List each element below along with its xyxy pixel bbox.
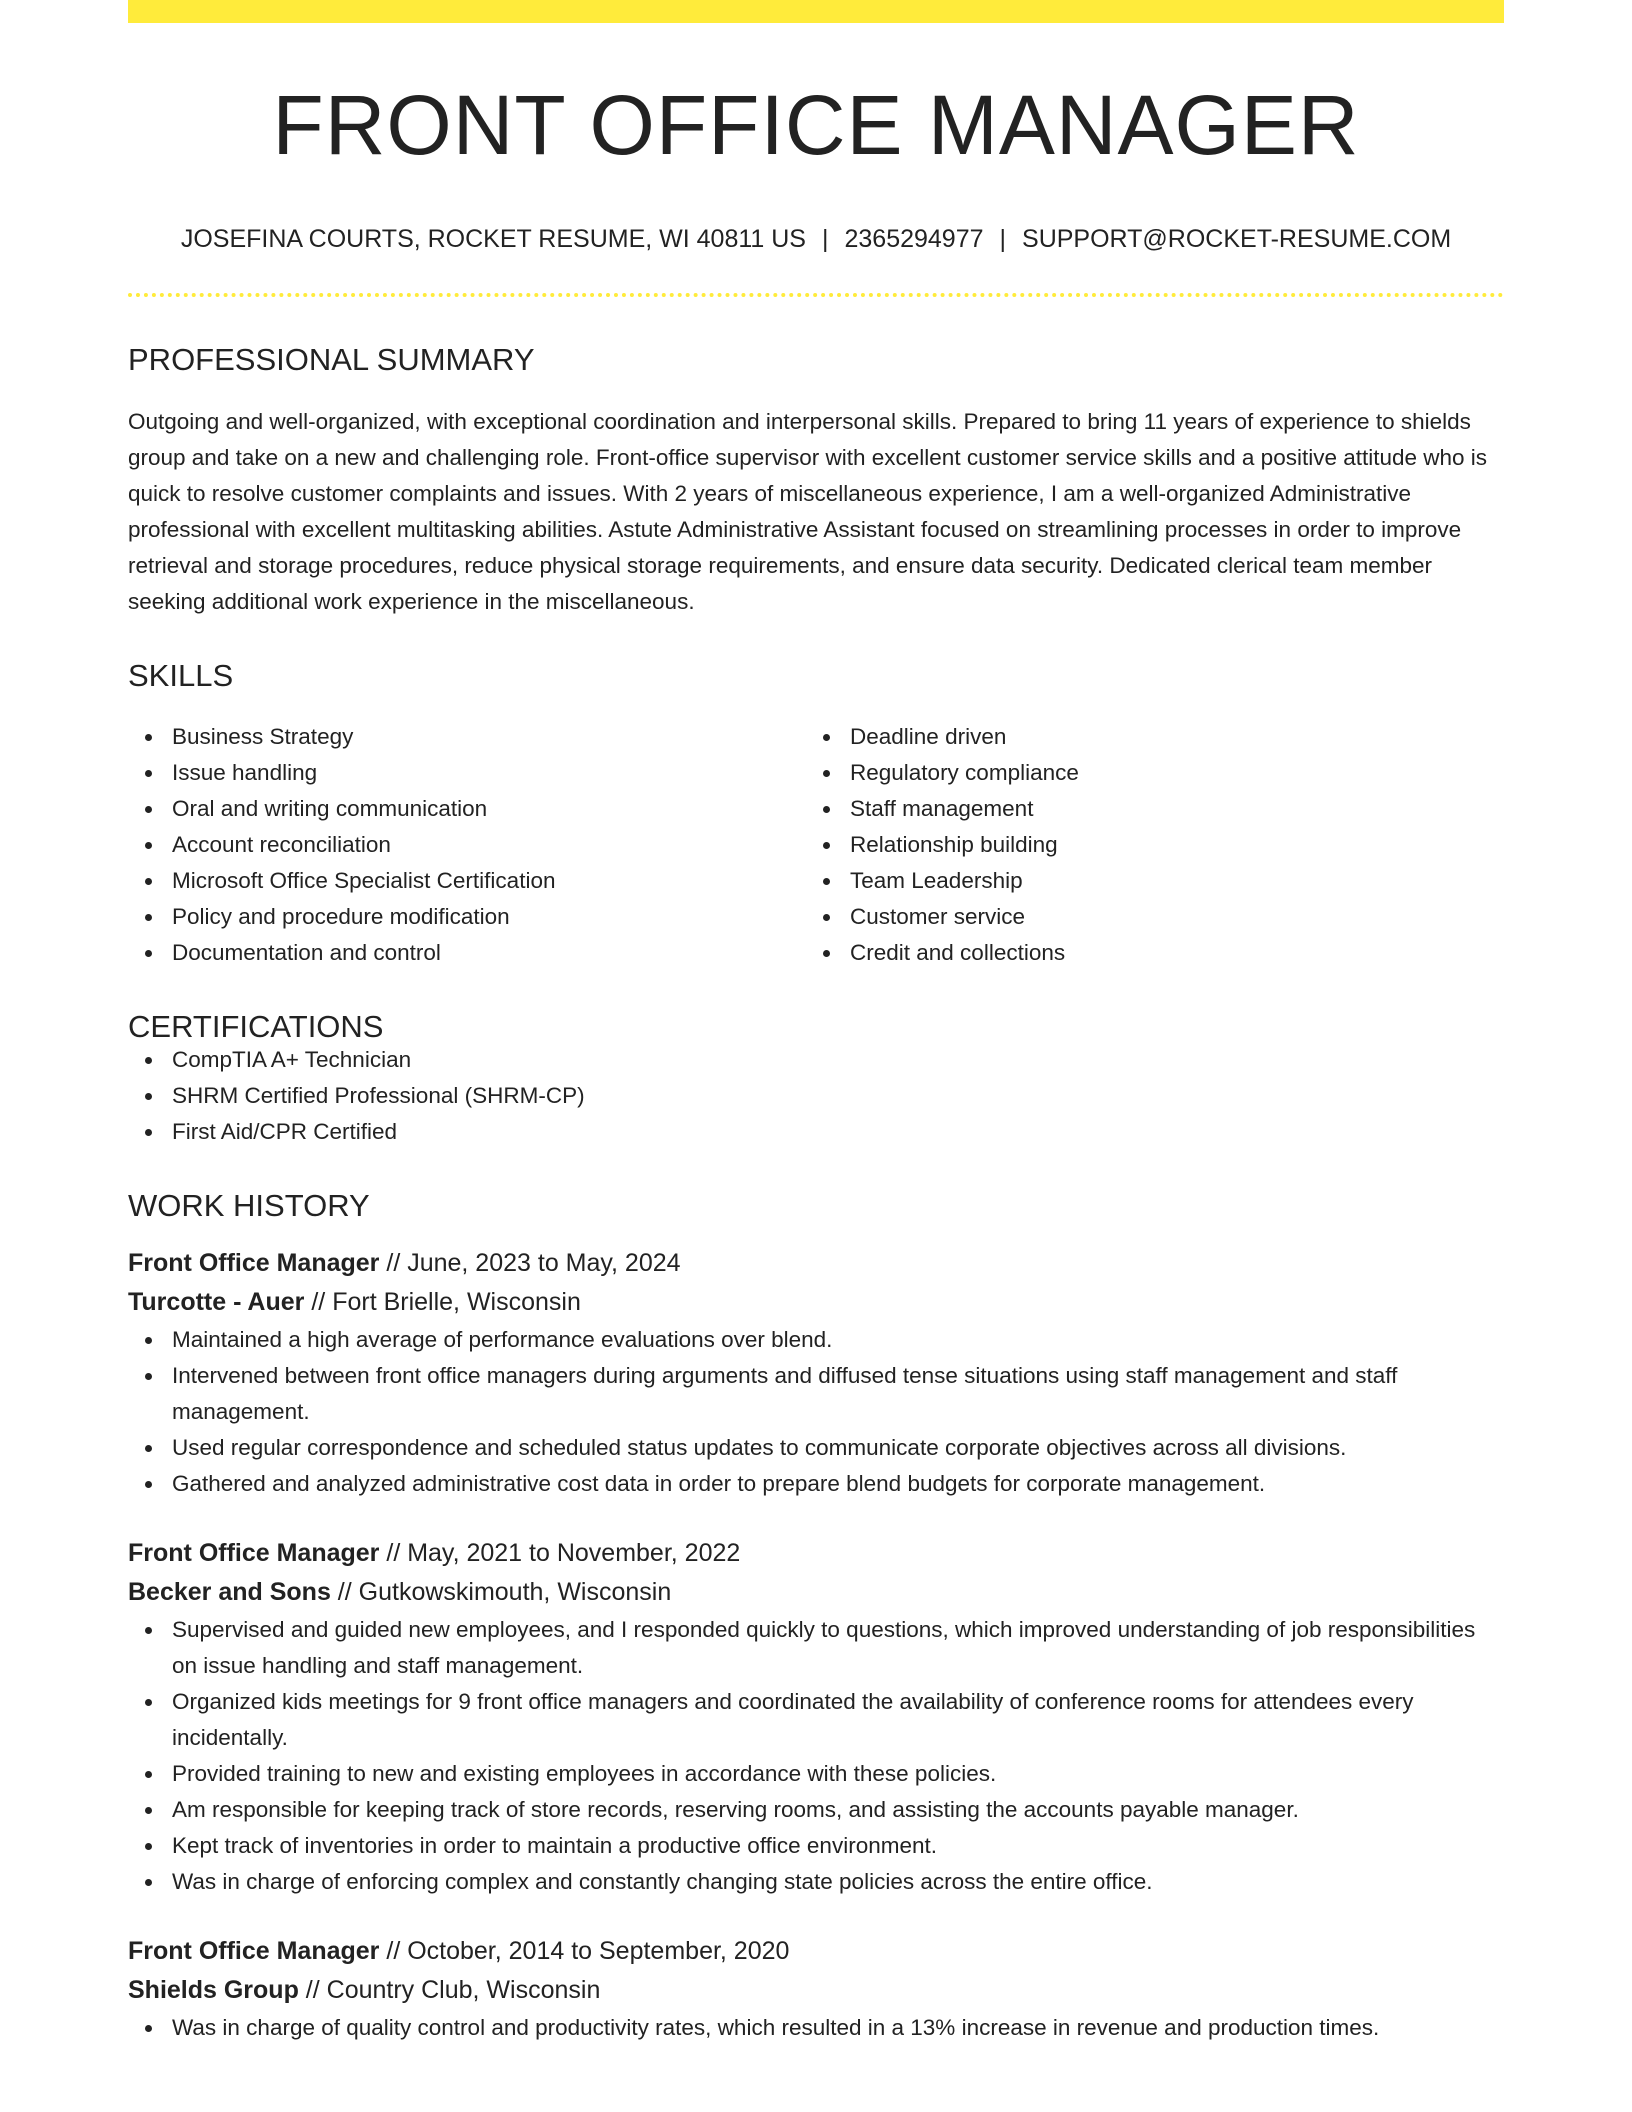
job-bullet: Intervened between front office managers during arguments and diffused tense situations using staff management and staff management. <box>128 1358 1504 1430</box>
skill-item: Account reconciliation <box>128 827 806 863</box>
contact-address: JOSEFINA COURTS, ROCKET RESUME, WI 40811 US <box>180 225 806 253</box>
certifications-list <box>128 1042 1504 1150</box>
job-dates: // May, 2021 to November, 2022 <box>379 1539 741 1567</box>
job-dates: // June, 2023 to May, 2024 <box>379 1249 681 1277</box>
certifications-heading: CERTIFICATIONS <box>128 1009 384 1044</box>
skill-item: Staff management <box>806 791 1484 827</box>
job-bullet: Gathered and analyzed administrative cost data in order to prepare blend budgets for corporate management. <box>128 1466 1504 1502</box>
job-bullet: Maintained a high average of performance evaluations over blend. <box>128 1322 1504 1358</box>
job-bullets <box>128 2010 1504 2046</box>
job-location: // Country Club, Wisconsin <box>298 1976 601 2004</box>
job-title: Front Office Manager <box>128 1937 380 1965</box>
skill-item: Relationship building <box>806 827 1484 863</box>
skill-item: Regulatory compliance <box>806 755 1484 791</box>
job-location: // Fort Brielle, Wisconsin <box>304 1288 581 1316</box>
job-company-line <box>128 1283 1504 1322</box>
job-title: Front Office Manager <box>128 1539 380 1567</box>
skill-item: Credit and collections <box>806 935 1484 971</box>
dotted-divider <box>128 293 1504 297</box>
certification-item: SHRM Certified Professional (SHRM-CP) <box>128 1078 1504 1114</box>
contact-phone: 2365294977 <box>844 225 984 253</box>
skill-item: Deadline driven <box>806 719 1484 755</box>
skill-item: Microsoft Office Specialist Certification <box>128 863 806 899</box>
contact-separator: | <box>821 225 829 253</box>
job-bullet: Kept track of inventories in order to maintain a productive office environment. <box>128 1828 1504 1864</box>
contact-line <box>128 227 1504 252</box>
job-bullet: Organized kids meetings for 9 front office managers and coordinated the availability of conference rooms for attendees every incidentally. <box>128 1684 1504 1756</box>
summary-text: Outgoing and well-organized, with exceptional coordination and interpersonal skills. Prepared to bring 11 years of experience to shields group and take on a new and challenging role. Front-office supervisor with excellent customer service skills and a positive attitude who is quick to resolve customer complaints and issues. With 2 years of miscellaneous experience, I am a well-organized Administrative professional with excellent multitasking abilities. Astute Administrative Assistant focused on streamlining processes in order to improve retrieval and storage procedures, reduce physical storage requirements, and ensure data security. Dedicated clerical team member seeking additional work experience in the miscellaneous. <box>128 409 1488 614</box>
skills-column-left <box>128 719 806 971</box>
summary-heading: PROFESSIONAL SUMMARY <box>128 342 535 377</box>
job-title-line <box>128 1244 1504 1283</box>
skills-list-left <box>128 719 806 971</box>
skills-heading: SKILLS <box>128 658 234 693</box>
contact-separator: | <box>999 225 1007 253</box>
job-entry <box>128 1534 1504 1900</box>
work-history-heading: WORK HISTORY <box>128 1188 370 1223</box>
contact-email: SUPPORT@ROCKET-RESUME.COM <box>1022 225 1452 253</box>
skill-item: Business Strategy <box>128 719 806 755</box>
skills-column-right <box>806 719 1484 971</box>
skill-item: Policy and procedure modification <box>128 899 806 935</box>
accent-top-bar <box>128 0 1504 23</box>
job-bullet: Provided training to new and existing employees in accordance with these policies. <box>128 1756 1504 1792</box>
job-dates: // October, 2014 to September, 2020 <box>379 1937 790 1965</box>
job-title-line <box>128 1932 1504 1971</box>
job-entry <box>128 1932 1504 2046</box>
skills-grid <box>128 719 1504 971</box>
certification-item: First Aid/CPR Certified <box>128 1114 1504 1150</box>
job-company-line <box>128 1573 1504 1612</box>
resume-page <box>128 0 1504 2046</box>
job-bullets <box>128 1612 1504 1900</box>
job-title: Front Office Manager <box>128 1249 380 1277</box>
skill-item: Customer service <box>806 899 1484 935</box>
job-bullet: Am responsible for keeping track of store records, reserving rooms, and assisting the accounts payable manager. <box>128 1792 1504 1828</box>
resume-title: FRONT OFFICE MANAGER <box>272 78 1360 172</box>
job-company: Becker and Sons <box>128 1578 331 1606</box>
job-entry <box>128 1244 1504 1502</box>
job-bullet: Was in charge of quality control and productivity rates, which resulted in a 13% increase in revenue and production times. <box>128 2010 1504 2046</box>
job-bullet: Used regular correspondence and scheduled status updates to communicate corporate objectives across all divisions. <box>128 1430 1504 1466</box>
job-bullet: Supervised and guided new employees, and I responded quickly to questions, which improved understanding of job responsibilities on issue handling and staff management. <box>128 1612 1504 1684</box>
job-bullets <box>128 1322 1504 1502</box>
job-title-line <box>128 1534 1504 1573</box>
job-company-line <box>128 1971 1504 2010</box>
skill-item: Team Leadership <box>806 863 1484 899</box>
job-location: // Gutkowskimouth, Wisconsin <box>330 1578 672 1606</box>
job-bullet: Was in charge of enforcing complex and constantly changing state policies across the entire office. <box>128 1864 1504 1900</box>
certification-item: CompTIA A+ Technician <box>128 1042 1504 1078</box>
job-company: Turcotte - Auer <box>128 1288 305 1316</box>
skill-item: Oral and writing communication <box>128 791 806 827</box>
skill-item: Documentation and control <box>128 935 806 971</box>
skill-item: Issue handling <box>128 755 806 791</box>
skills-list-right <box>806 719 1484 971</box>
job-company: Shields Group <box>128 1976 299 2004</box>
